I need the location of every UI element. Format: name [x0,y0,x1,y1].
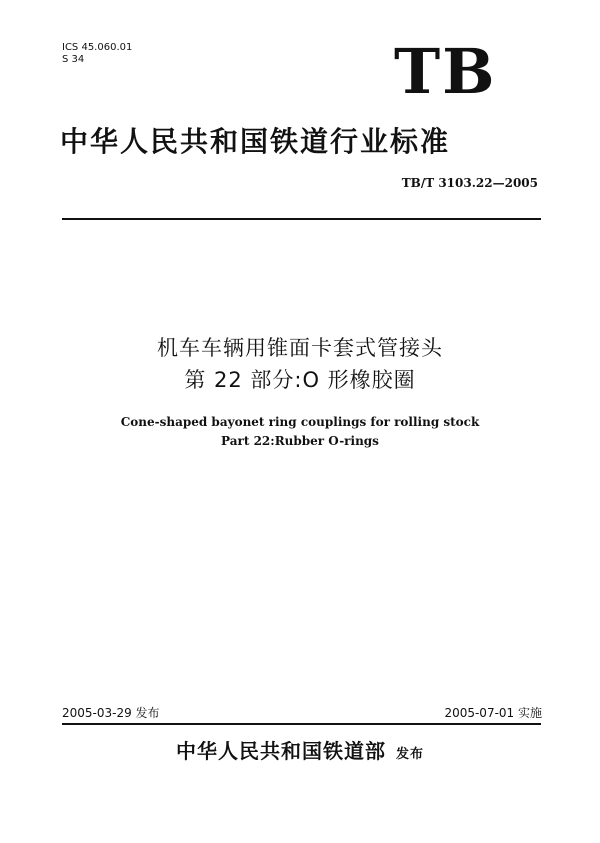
publisher-suffix: 发布 [395,747,424,762]
ics-code: ICS 45.060.01 [62,42,133,53]
standard-number: TB/T 3103.22—2005 [401,176,538,190]
top-divider [62,218,541,220]
ccs-code: S 34 [62,54,85,65]
bottom-divider [62,723,541,725]
classification-codes [62,42,132,66]
issuing-authority-title: 中华人民共和国铁道行业标准 [60,125,451,158]
title-chinese-line1: 机车车辆用锥面卡套式管接头 [157,336,443,360]
implementation-date: 2005-07-01 实施 [444,706,542,720]
publisher-name: 中华人民共和国铁道部 [175,739,386,763]
tb-logo: TB [394,35,497,108]
title-chinese-line2: 第 22 部分:O 形橡胶圈 [184,368,416,392]
title-english-line2: Part 22:Rubber O-rings [221,434,379,448]
title-english-line1: Cone-shaped bayonet ring couplings for rolling stock [120,415,480,429]
publisher [0,738,600,768]
issue-date: 2005-03-29 发布 [62,706,160,720]
